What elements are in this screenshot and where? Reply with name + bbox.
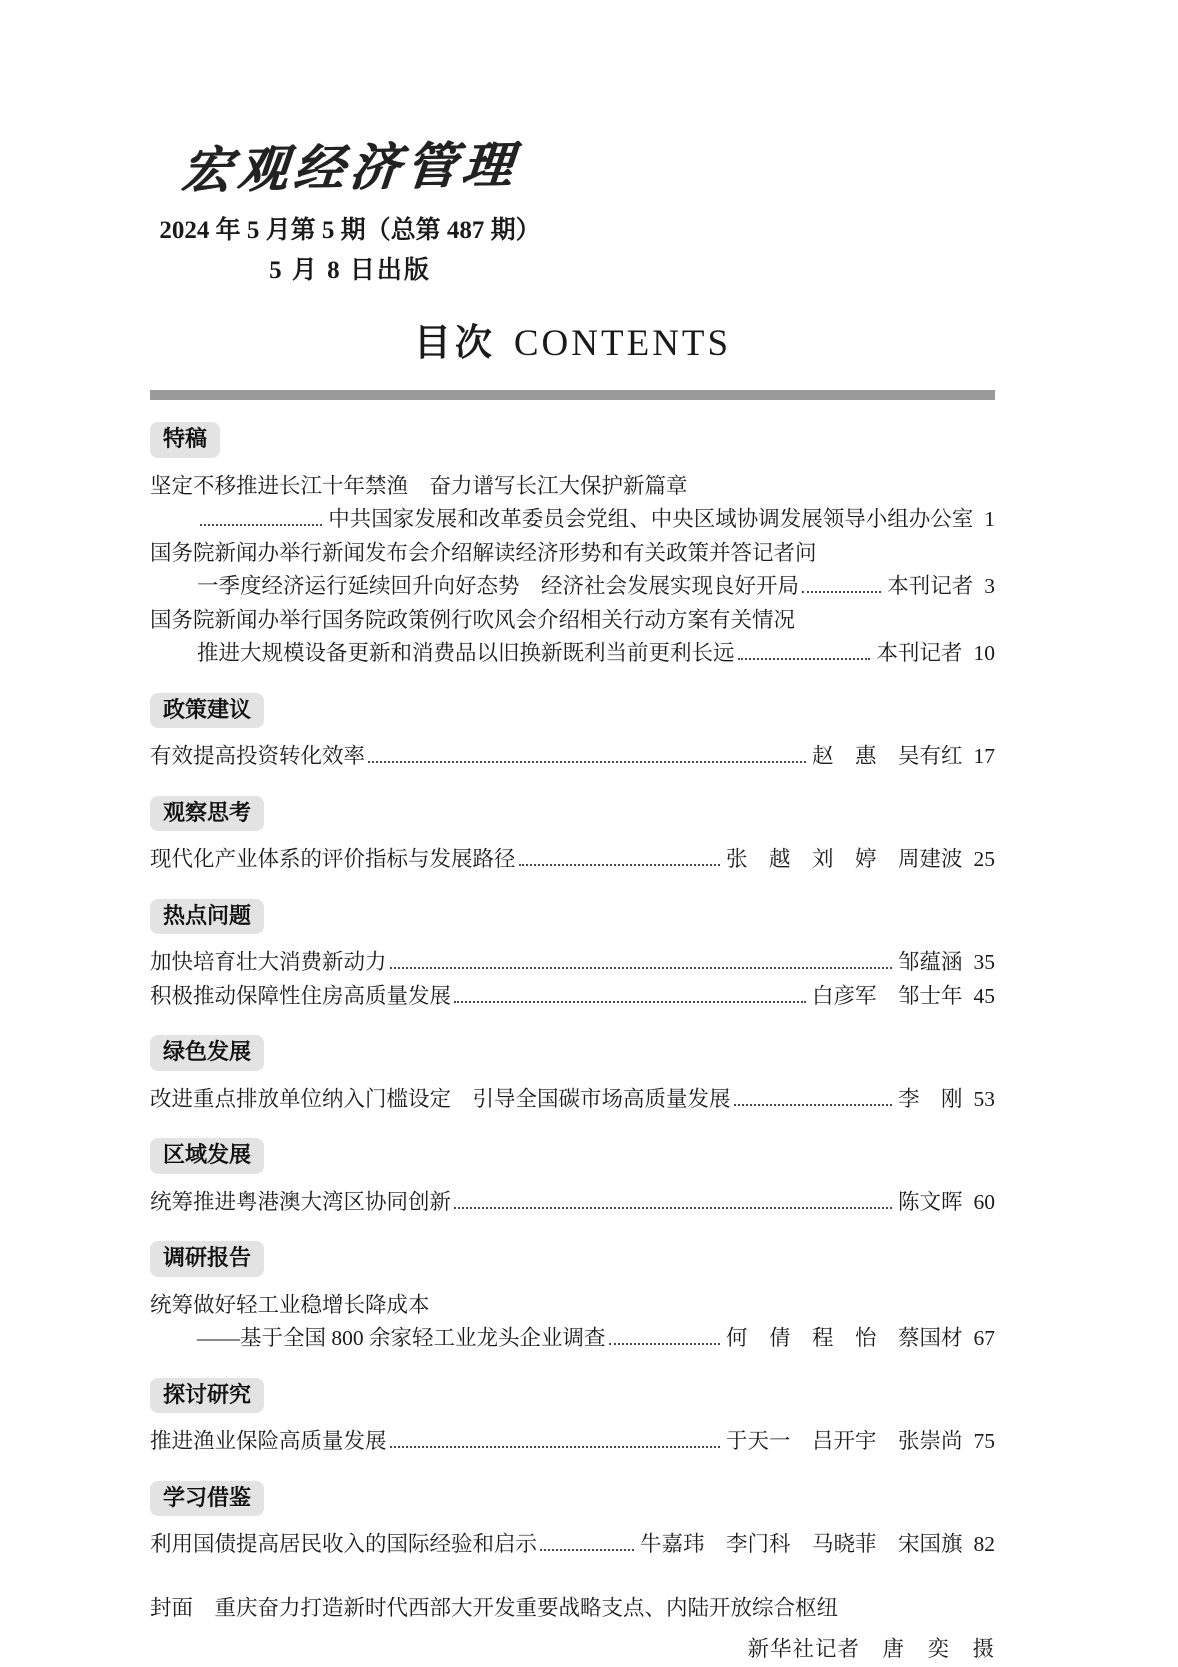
toc-row: [150, 843, 995, 877]
section-badge: 区域发展: [150, 1138, 264, 1174]
dot-leader: [454, 1001, 806, 1003]
entry-page-number: 3: [984, 574, 995, 598]
entry-page-number: 60: [973, 1189, 995, 1214]
entry-title: 国务院新闻办举行新闻发布会介绍解读经济形势和有关政策并答记者问: [150, 540, 817, 565]
toc-row: [150, 637, 995, 671]
dot-leader: [519, 864, 720, 866]
entry-title: 坚定不移推进长江十年禁渔 奋力谱写长江大保护新篇章: [150, 473, 688, 498]
entry-authors: 牛嘉玮 李门科 马晓菲 宋国旗: [639, 1532, 963, 1556]
dot-leader: [802, 591, 881, 593]
entry-authors: 本刊记者: [887, 574, 974, 598]
dot-leader: [390, 967, 892, 969]
dot-leader: [368, 761, 806, 763]
section-rows: [150, 1186, 995, 1220]
toc-row: [150, 1083, 995, 1117]
entry-authors: 于天一 吕开宇 张崇尚: [725, 1429, 963, 1453]
toc-row: [150, 980, 995, 1014]
section-badge: 观察思考: [150, 796, 264, 832]
entry-page-number: 67: [973, 1326, 995, 1350]
toc-row: [150, 470, 995, 504]
entry-title: 一季度经济运行延续回升向好态势 经济社会发展实现良好开局: [197, 574, 800, 598]
dot-leader: [609, 1343, 720, 1345]
toc-row: [150, 604, 995, 638]
entry-authors: 本刊记者: [876, 641, 963, 665]
entry-page-number: 45: [973, 983, 995, 1008]
section-badge: 政策建议: [150, 693, 264, 729]
issue-line: 2024 年 5 月第 5 期（总第 487 期）: [159, 217, 541, 244]
section-rows: [150, 1425, 995, 1459]
toc-section: [150, 1138, 995, 1219]
section-rows: [150, 946, 995, 1013]
toc-section: [150, 1378, 995, 1459]
entry-title: 改进重点排放单位纳入门槛设定 引导全国碳市场高质量发展: [150, 1086, 731, 1111]
toc-row: [150, 1289, 995, 1323]
entry-authors: 白彦军 邹士年: [811, 983, 963, 1008]
section-rows: [150, 740, 995, 774]
divider-bar: [150, 390, 995, 400]
entry-authors: 何 倩 程 怡 蔡国材: [725, 1326, 963, 1350]
entry-page-number: 1: [984, 507, 995, 531]
section-badge: 绿色发展: [150, 1035, 264, 1071]
entry-page-number: 25: [973, 847, 995, 871]
toc-section: [150, 1241, 995, 1356]
photo-credit: 新华社记者 唐 奕 摄: [747, 1637, 995, 1661]
entry-title: 加快培育壮大消费新动力: [150, 950, 387, 974]
entry-authors: 邹蕴涵: [897, 950, 963, 974]
toc-row: [150, 1322, 995, 1356]
section-badge: 热点问题: [150, 899, 264, 935]
entry-authors: 陈文晖: [897, 1189, 963, 1214]
entry-title: 现代化产业体系的评价指标与发展路径: [150, 847, 516, 871]
entry-title: 统筹推进粤港澳大湾区协同创新: [150, 1189, 452, 1214]
toc-row: [150, 740, 995, 774]
entry-title: 有效提高投资转化效率: [150, 744, 366, 768]
dot-leader: [200, 524, 322, 526]
toc-section: [150, 796, 995, 877]
toc-row: [150, 1425, 995, 1459]
entry-title: 统筹做好轻工业稳增长降成本: [150, 1292, 430, 1317]
contents-title-en: CONTENTS: [513, 323, 732, 364]
entry-authors: 中共国家发展和改革委员会党组、中央区域协调发展领导小组办公室: [328, 507, 974, 531]
section-rows: [150, 1289, 995, 1356]
entry-authors: 李 刚: [897, 1086, 963, 1111]
toc-section: [150, 1035, 995, 1116]
toc: [150, 422, 995, 1562]
dot-leader: [540, 1549, 634, 1551]
entry-page-number: 10: [973, 641, 995, 665]
section-badge: 学习借鉴: [150, 1481, 264, 1517]
toc-row: [150, 570, 995, 604]
dot-leader: [454, 1207, 892, 1209]
toc-row: [150, 503, 995, 537]
contents-title-cn: 目次: [413, 323, 496, 364]
toc-section: [150, 693, 995, 774]
dot-leader: [734, 1104, 892, 1106]
entry-authors: 张 越 刘 婷 周建波: [725, 847, 963, 871]
masthead: [150, 128, 550, 286]
toc-row: [150, 946, 995, 980]
section-rows: [150, 470, 995, 671]
toc-row: [150, 537, 995, 571]
toc-section: [150, 422, 995, 671]
entry-authors: 赵 惠 吴有红: [811, 744, 963, 768]
toc-row: [150, 1528, 995, 1562]
journal-logo: 宏观经济管理: [178, 137, 521, 199]
entry-title: 推进大规模设备更新和消费品以旧换新既利当前更利长远: [197, 641, 735, 665]
entry-page-number: 35: [973, 950, 995, 974]
cover-caption: 封面 重庆奋力打造新时代西部大开发重要战略支点、内陆开放综合枢纽: [150, 1595, 839, 1620]
entry-title: 利用国债提高居民收入的国际经验和启示: [150, 1532, 538, 1556]
publish-date-line: 5 月 8 日出版: [269, 257, 431, 284]
section-badge: 调研报告: [150, 1241, 264, 1277]
section-badge: 探讨研究: [150, 1378, 264, 1414]
entry-page-number: 17: [973, 744, 995, 768]
toc-section: [150, 899, 995, 1014]
entry-page-number: 53: [973, 1086, 995, 1111]
entry-title: 国务院新闻办举行国务院政策例行吹风会介绍相关行动方案有关情况: [150, 607, 796, 632]
toc-section: [150, 1481, 995, 1562]
toc-row: [150, 1186, 995, 1220]
section-rows: [150, 1528, 995, 1562]
entry-title: ——基于全国 800 余家轻工业龙头企业调查: [197, 1326, 606, 1350]
entry-title: 积极推动保障性住房高质量发展: [150, 983, 452, 1008]
dot-leader: [390, 1446, 720, 1448]
section-badge: 特稿: [150, 422, 220, 458]
dot-leader: [738, 658, 871, 660]
section-rows: [150, 1083, 995, 1117]
entry-page-number: 75: [973, 1429, 995, 1453]
section-rows: [150, 843, 995, 877]
contents-title: [150, 312, 995, 366]
entry-title: 推进渔业保险高质量发展: [150, 1429, 387, 1453]
entry-page-number: 82: [973, 1532, 995, 1556]
footer: [150, 1592, 995, 1667]
